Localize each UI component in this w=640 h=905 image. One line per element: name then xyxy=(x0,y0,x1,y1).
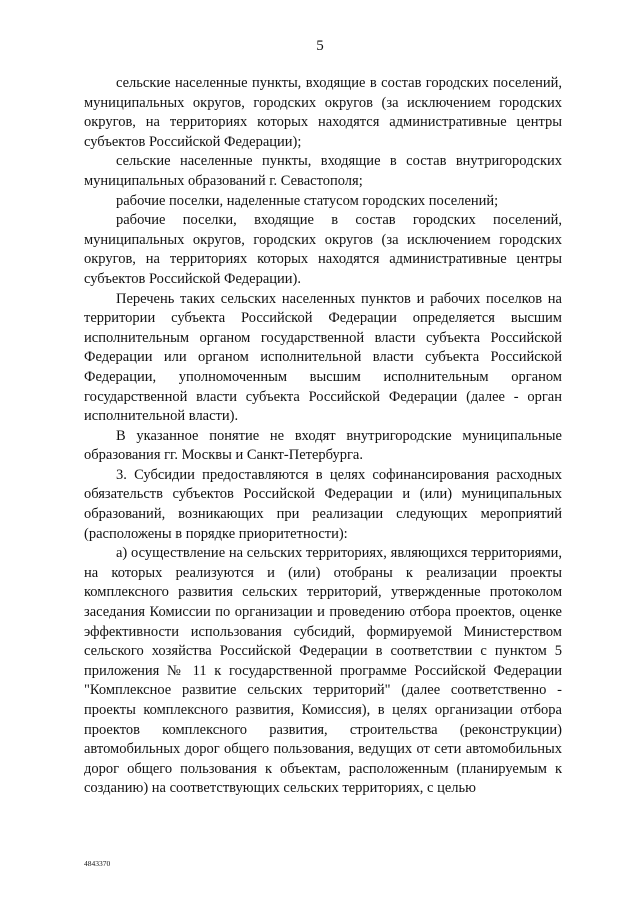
paragraph-2: сельские населенные пункты, входящие в состав внутригородских муниципальных образований г. Севастополя; xyxy=(84,153,562,189)
paragraph-7: 3. Субсидии предоставляются в целях софинансирования расходных обязательств субъектов Российской Федерации и (или) муниципальных образований, возникающих при реализации следующих мероприятий (расположены в порядке приоритетности): xyxy=(84,466,562,542)
document-body xyxy=(84,74,562,799)
paragraph-1: сельские населенные пункты, входящие в состав городских поселений, муниципальных округов, городских округов (за исключением городских округов, на территориях которых находятся административные центры субъектов Российской Федерации); xyxy=(84,75,562,150)
page-number: 5 xyxy=(316,38,324,54)
paragraph-4: рабочие поселки, входящие в состав городских поселений, муниципальных округов, городских округов (за исключением городских округов, на территориях которых находятся административные центры субъектов Российской Федерации). xyxy=(84,212,562,287)
document-code: 4843370 xyxy=(84,859,111,868)
paragraph-5: Перечень таких сельских населенных пунктов и рабочих поселков на территории субъекта Российской Федерации определяется высшим исполнительным органом государственной власти субъекта Российской Федерации или органом исполнительной власти субъекта Российской Федерации, уполномоченным высшим исполнительным органом государственной власти субъекта Российской Федерации (далее - орган исполнительной власти). xyxy=(84,290,562,425)
paragraph-3: рабочие поселки, наделенные статусом городских поселений; xyxy=(116,192,499,209)
paragraph-6: В указанное понятие не входят внутригородские муниципальные образования гг. Москвы и Санкт-Петербурга. xyxy=(84,427,562,464)
paragraph-8: а) осуществление на сельских территориях, являющихся территориями, на которых реализуются и (или) отобраны к реализации проекты комплексного развития сельских территорий, утвержденные протоколом заседания Комиссии по организации и проведению отбора проектов, оценке эффективности использования субсидий, формируемой Министерством сельского хозяйства Российской Федерации в соответствии с пунктом 5 приложения № 11 к государственной программе Российской Федерации "Комплексное развитие сельских территорий" (далее соответственно - проекты комплексного развития, Комиссия), в целях организации отбора проектов комплексного развития, строительства (реконструкции) автомобильных дорог общего пользования, ведущих от сети автомобильных дорог общего пользования к объектам, расположенным (планируемым к созданию) на соответствующих сельских территориях, с целью xyxy=(84,545,562,797)
